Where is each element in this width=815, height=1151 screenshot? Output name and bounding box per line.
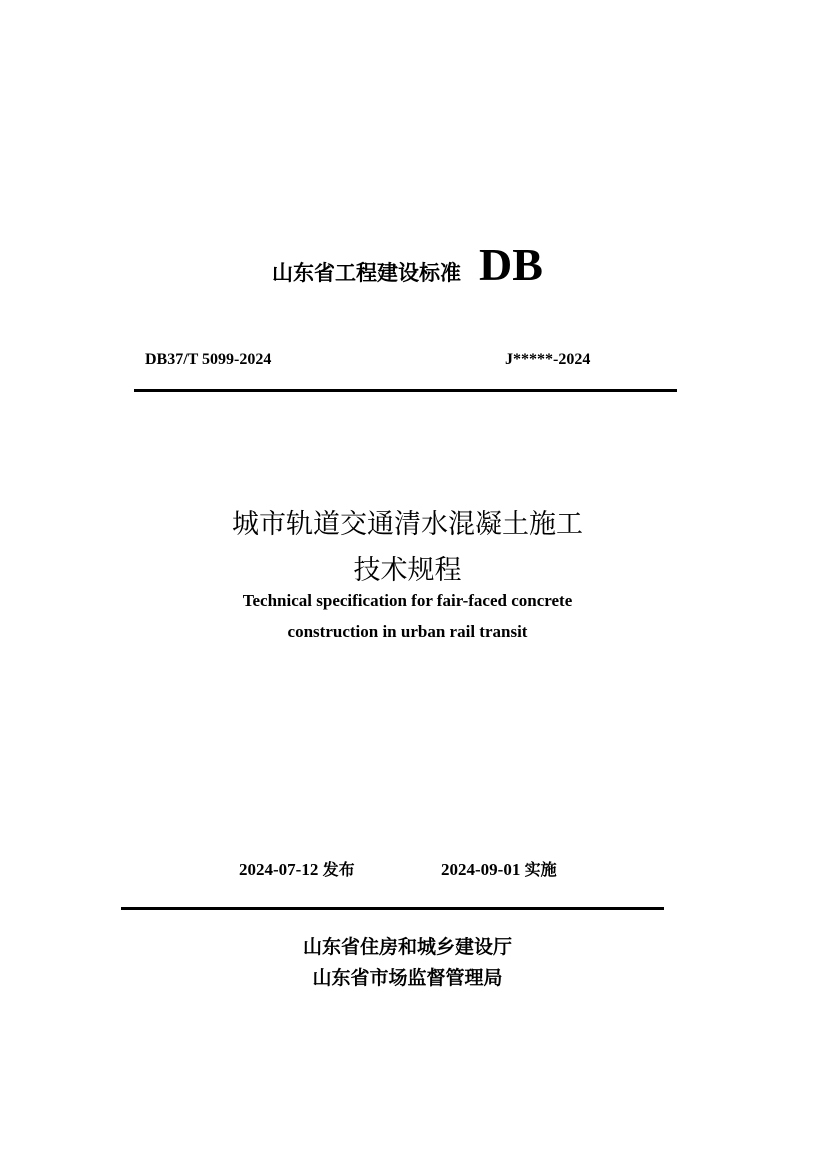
bottom-divider	[121, 907, 664, 910]
standard-type-label: 山东省工程建设标准	[272, 261, 462, 285]
issue-date	[239, 857, 355, 880]
standard-mark: DB	[479, 239, 543, 290]
title-en-line-2: construction in urban rail transit	[287, 622, 528, 641]
effective-date	[441, 857, 557, 880]
standard-header	[0, 238, 815, 291]
issuer-housing-dept: 山东省住房和城乡建设厅	[302, 936, 512, 958]
title-zh-line-2: 技术规程	[353, 555, 462, 586]
document-code: DB37/T 5099-2024	[145, 351, 272, 368]
effective-date-label: 实施	[524, 860, 557, 879]
record-code: J*****-2024	[505, 351, 591, 368]
effective-date-value: 2024-09-01	[441, 860, 521, 879]
title-zh-line-1: 城市轨道交通清水混凝土施工	[232, 509, 583, 540]
issuer-market-regulation: 山东省市场监督管理局	[312, 967, 503, 989]
issue-date-value: 2024-07-12	[239, 860, 319, 879]
top-divider	[134, 389, 677, 392]
issue-date-label: 发布	[322, 860, 355, 879]
title-en-line-1: Technical specification for fair-faced concrete	[242, 591, 573, 610]
